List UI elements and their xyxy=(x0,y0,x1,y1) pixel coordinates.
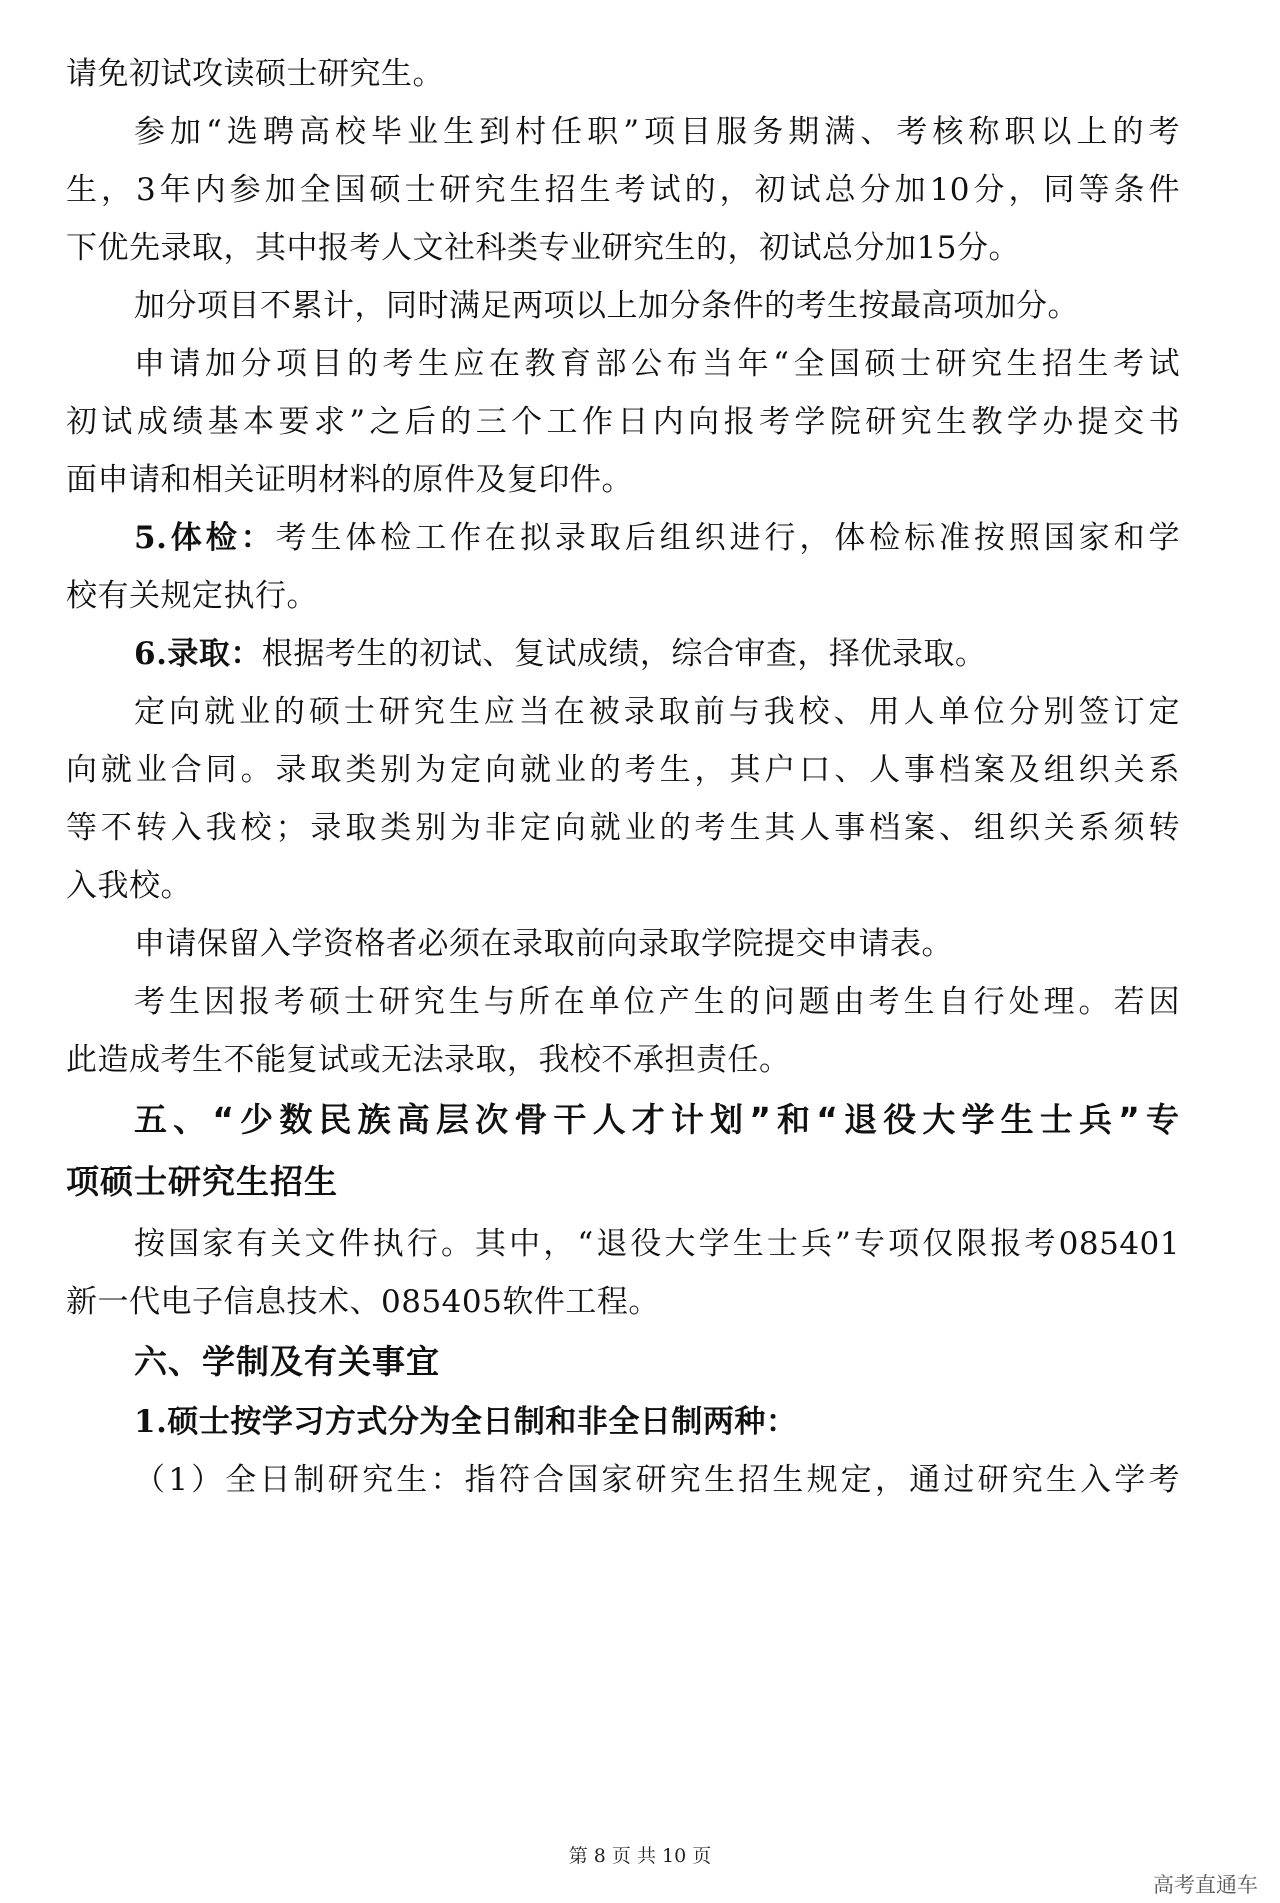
item-label: 5.体检： xyxy=(134,520,276,556)
paragraph-line: 新一代电子信息技术、085405软件工程。 xyxy=(66,1284,660,1320)
paragraph-line: 下优先录取，其中报考人文社科类专业研究生的，初试总分加15分。 xyxy=(66,230,1020,266)
paragraph-line: 按国家有关文件执行。其中，“退役大学生士兵”专项仅限报考085401 xyxy=(134,1226,1180,1262)
paragraph-line: 加分项目不累计，同时满足两项以上加分条件的考生按最高项加分。 xyxy=(134,288,1079,324)
section-heading-5-cont: 项硕士研究生招生 xyxy=(66,1162,338,1201)
paragraph-line: （1）全日制研究生：指符合国家研究生招生规定，通过研究生入学考 xyxy=(134,1462,1180,1498)
section-heading-5: 五、“少数民族高层次骨干人才计划”和“退役大学生士兵”专 xyxy=(134,1100,1180,1139)
section-item-admission xyxy=(134,634,1180,674)
item-label: 6.录取： xyxy=(134,636,262,672)
page-footer: 第 8 页 共 10 页 xyxy=(568,1845,712,1867)
sub-heading: 1.硕士按学习方式分为全日制和非全日制两种： xyxy=(134,1404,798,1440)
paragraph-line: 定向就业的硕士研究生应当在被录取前与我校、用人单位分别签订定 xyxy=(134,694,1180,730)
section-heading-6: 六、学制及有关事宜 xyxy=(134,1342,440,1381)
paragraph-line: 参加“选聘高校毕业生到村任职”项目服务期满、考核称职以上的考 xyxy=(134,114,1180,150)
paragraph-line: 等不转入我校；录取类别为非定向就业的考生其人事档案、组织关系须转 xyxy=(66,810,1180,846)
paragraph-line: 生，3年内参加全国硕士研究生招生考试的，初试总分加10分，同等条件 xyxy=(66,172,1180,208)
item-text: 根据考生的初试、复试成绩，综合审查，择优录取。 xyxy=(261,636,987,672)
paragraph-line: 入我校。 xyxy=(66,868,192,904)
item-text: 考生体检工作在拟录取后组织进行，体检标准按照国家和学 xyxy=(275,520,1180,556)
paragraph-line: 初试成绩基本要求”之后的三个工作日内向报考学院研究生教学办提交书 xyxy=(66,404,1180,440)
watermark: 高考直通车 xyxy=(1153,1873,1258,1897)
paragraph-line: 考生因报考硕士研究生与所在单位产生的问题由考生自行处理。若因 xyxy=(134,984,1180,1020)
paragraph-line: 校有关规定执行。 xyxy=(66,578,318,614)
paragraph-line: 申请保留入学资格者必须在录取前向录取学院提交申请表。 xyxy=(134,926,953,962)
paragraph-line: 面申请和相关证明材料的原件及复印件。 xyxy=(66,462,633,498)
paragraph-line: 向就业合同。录取类别为定向就业的考生，其户口、人事档案及组织关系 xyxy=(66,752,1180,788)
paragraph-line: 申请加分项目的考生应在教育部公布当年“全国硕士研究生招生考试 xyxy=(134,346,1180,382)
paragraph-line: 此造成考生不能复试或无法录取，我校不承担责任。 xyxy=(66,1042,791,1078)
paragraph-line: 请免初试攻读硕士研究生。 xyxy=(66,56,444,92)
section-item-physical-exam xyxy=(134,518,1180,558)
